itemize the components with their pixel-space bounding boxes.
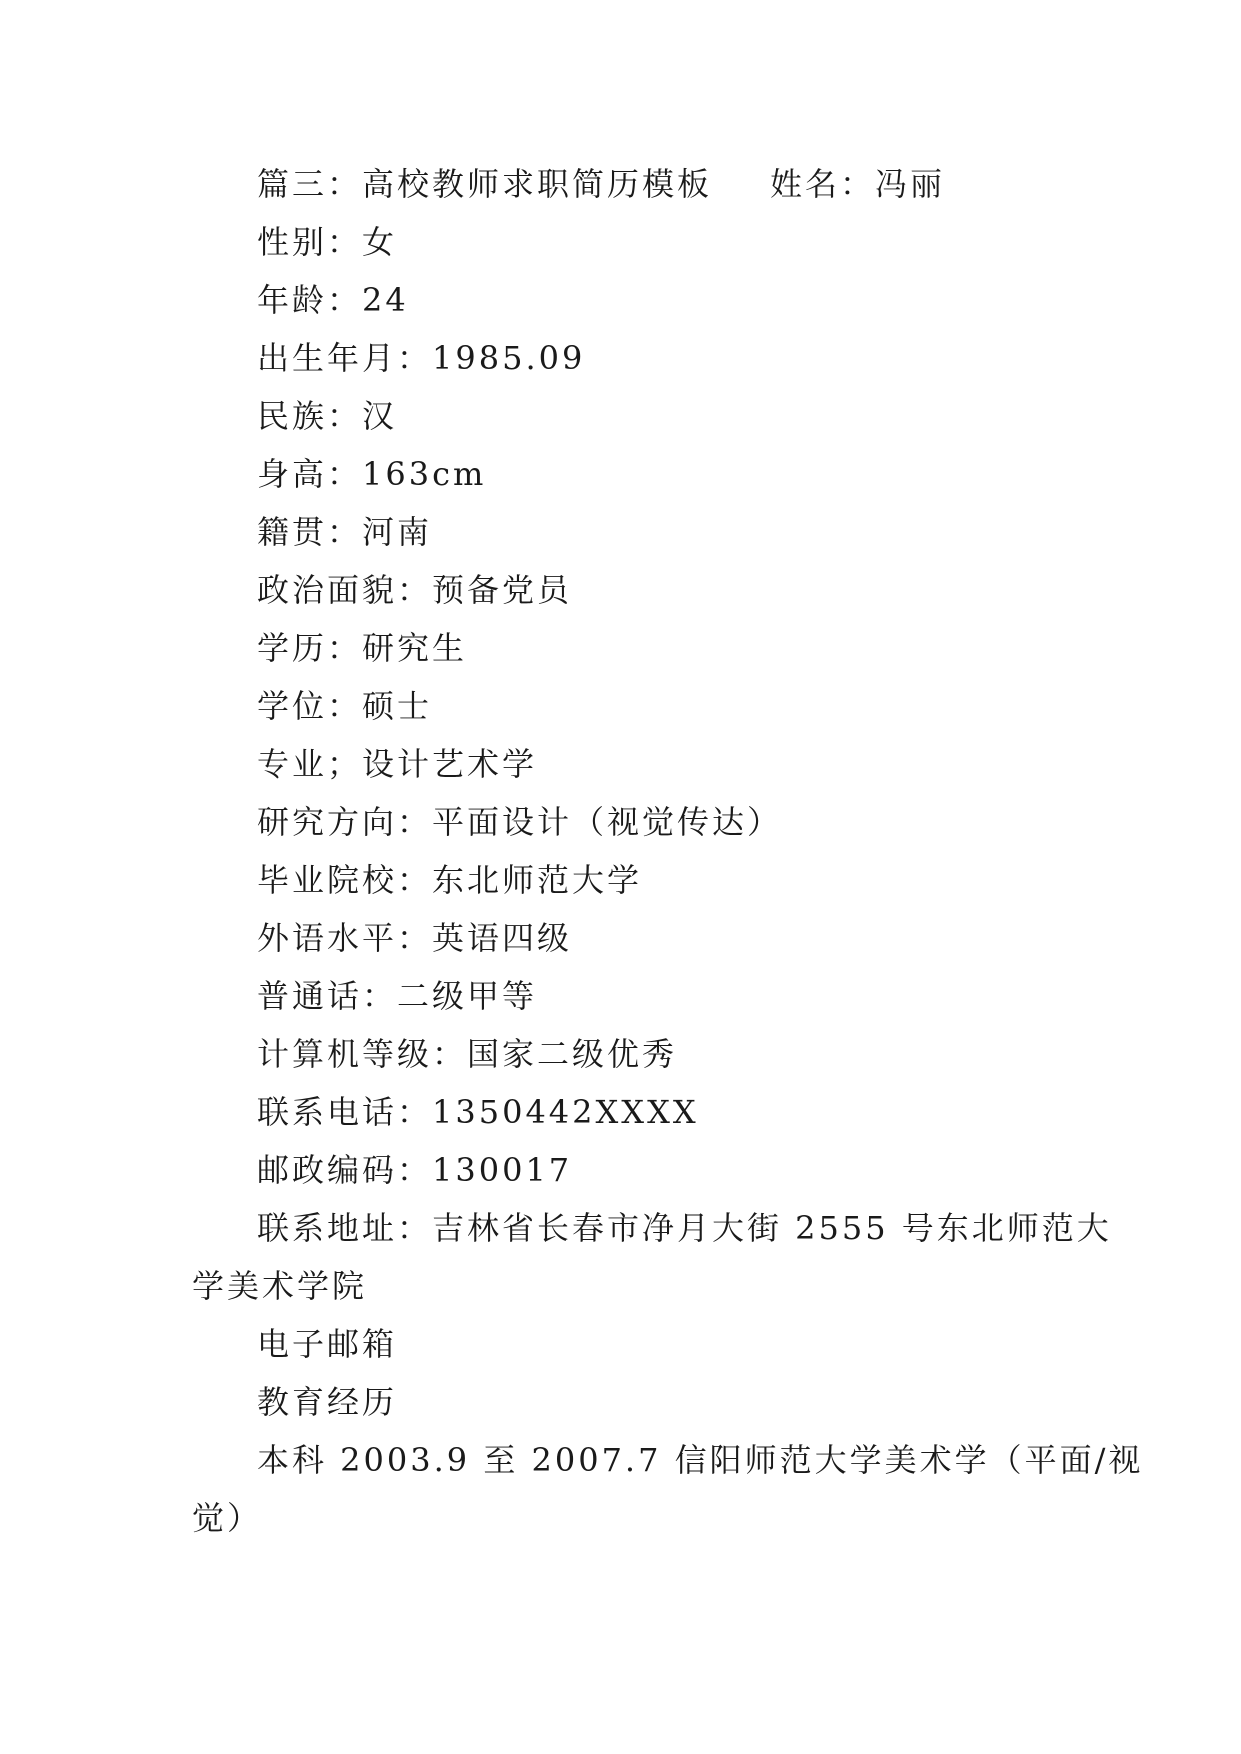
- education-level-field: 学历：研究生: [257, 629, 468, 667]
- ethnicity-field: 民族：汉: [257, 397, 398, 435]
- title-line: [257, 164, 945, 204]
- foreign-language-field: 外语水平：英语四级: [257, 919, 573, 957]
- political-status-field: 政治面貌：预备党员: [257, 571, 573, 609]
- education-heading: 教育经历: [257, 1383, 398, 1421]
- native-place-field: 籍贯：河南: [257, 513, 433, 551]
- major-field: 专业；设计艺术学: [257, 745, 538, 783]
- address-field-line2: 学美术学院: [192, 1267, 368, 1305]
- graduate-school-field: 毕业院校：东北师范大学: [257, 861, 643, 899]
- email-label: 电子邮箱: [257, 1325, 398, 1363]
- research-direction-field: 研究方向：平面设计（视觉传达）: [257, 803, 783, 841]
- mandarin-level-field: 普通话：二级甲等: [257, 977, 538, 1015]
- phone-field: 联系电话：1350442XXXX: [257, 1093, 699, 1131]
- computer-level-field: 计算机等级：国家二级优秀: [257, 1035, 678, 1073]
- height-field: 身高：163cm: [257, 455, 487, 493]
- education-entry-line1: 本科 2003.9 至 2007.7 信阳师范大学美术学（平面/视: [257, 1441, 1144, 1479]
- degree-field: 学位：硕士: [257, 687, 433, 725]
- document-title: 篇三：高校教师求职简历模板: [257, 165, 713, 203]
- education-entry-line2: 觉）: [192, 1499, 263, 1537]
- age-field: 年龄：24: [257, 281, 409, 319]
- birth-date-field: 出生年月：1985.09: [257, 339, 586, 377]
- address-field-line1: 联系地址：吉林省长春市净月大街 2555 号东北师范大: [257, 1209, 1112, 1247]
- name-field: 姓名：冯丽: [770, 165, 946, 203]
- postal-code-field: 邮政编码：130017: [257, 1151, 573, 1189]
- gender-field: 性别：女: [257, 223, 398, 261]
